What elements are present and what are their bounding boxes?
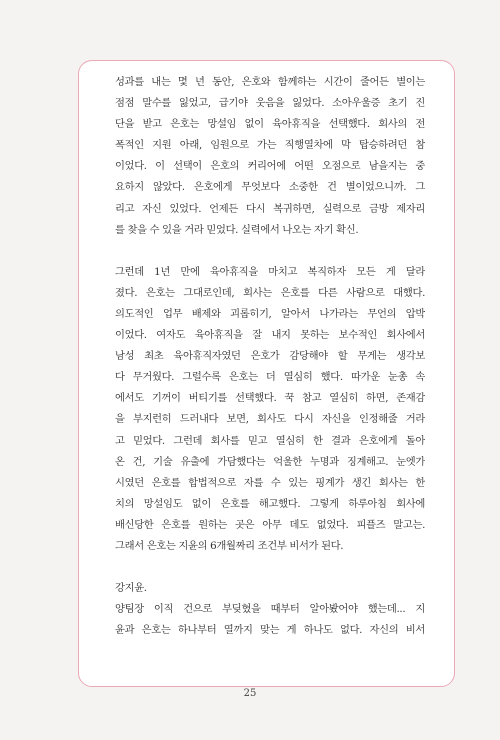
text-line: 이었다. 이 선택이 은호의 커리어에 어떤 오점으로 남을지는 중 xyxy=(115,160,425,173)
text-line: 온 건, 기술 유출에 가담했다는 억울한 누명과 징계해고. 눈엣가 xyxy=(115,455,425,468)
text-line: 고 믿었다. 그런데 회사를 믿고 열심히 한 결과 은호에게 돌아 xyxy=(115,434,425,447)
paragraph-gap xyxy=(115,241,425,262)
text-line: 에서도 기꺼이 버티기를 선택했다. 꾹 참고 열심히 하면, 존재감 xyxy=(115,392,425,405)
text-line: 의도적인 업무 배제와 괴롭히기, 알아서 나가라는 무언의 압박 xyxy=(115,307,425,320)
text-line: 양팀장 이직 건으로 부딪혔을 때부터 알아봤어야 했는데... 지 xyxy=(115,603,425,616)
paragraph-1 xyxy=(115,72,425,241)
paragraph-gap xyxy=(115,557,425,578)
text-line: 를 찾을 수 있을 거라 믿었다. 실력에서 나오는 자기 확신. xyxy=(115,223,359,236)
text-line: 졌다. 은호는 그대로인데, 회사는 은호를 다른 사람으로 대했다. xyxy=(115,286,425,299)
text-line: 요하지 않았다. 은호에게 무엇보다 소중한 건 별이었으니까. 그 xyxy=(115,181,425,194)
text-line: 시였던 은호를 합법적으로 자를 수 있는 핑계가 생긴 회사는 한 xyxy=(115,476,425,489)
text-line: 리고 자신 있었다. 언제든 다시 복귀하면, 실력으로 금방 제자리 xyxy=(115,202,425,215)
page-number: 25 xyxy=(243,688,257,699)
text-line: 을 부지런히 드러내다 보면, 회사도 다시 자신을 인정해줄 거라 xyxy=(115,413,425,426)
text-line: 배신당한 은호를 원하는 곳은 아무 데도 없었다. 피플즈 말고는. xyxy=(115,518,425,531)
text-line: 강지윤. xyxy=(115,582,147,595)
text-line: 폭적인 지원 아래, 임원으로 가는 직행열차에 막 탑승하려던 참 xyxy=(115,139,425,152)
paragraph-3 xyxy=(115,578,425,599)
paragraph-2 xyxy=(115,262,425,557)
text-line: 치의 망설임도 없이 은호를 해고했다. 그렇게 하루아침 회사에 xyxy=(115,497,425,510)
paragraph-4 xyxy=(115,599,425,641)
text-line: 이었다. 여자도 육아휴직을 잘 내지 못하는 보수적인 회사에서 xyxy=(115,329,425,342)
text-line: 성과를 내는 몇 년 동안, 은호와 함께하는 시간이 줄어든 별이는 xyxy=(115,76,425,88)
text-line: 윤과 은호는 하나부터 열까지 맞는 게 하나도 없다. 자신의 비서 xyxy=(115,624,425,637)
text-line: 그래서 은호는 지윤의 6개월짜리 조건부 비서가 된다. xyxy=(115,539,344,552)
text-line: 단을 받고 은호는 망설임 없이 육아휴직을 선택했다. 회사의 전 xyxy=(115,118,425,131)
body-text xyxy=(115,72,425,641)
text-line: 남성 최초 육아휴직자였던 은호가 감당해야 할 무게는 생각보 xyxy=(115,350,425,363)
text-line: 그런데 1년 만에 육아휴직을 마치고 복직하자 모든 게 달라 xyxy=(115,265,425,278)
text-line: 다 무거웠다. 그럴수록 은호는 더 열심히 했다. 따가운 눈총 속 xyxy=(115,371,425,384)
text-line: 점점 말수를 잃었고, 급기야 웃음을 잃었다. 소아우울증 초기 진 xyxy=(115,97,425,110)
